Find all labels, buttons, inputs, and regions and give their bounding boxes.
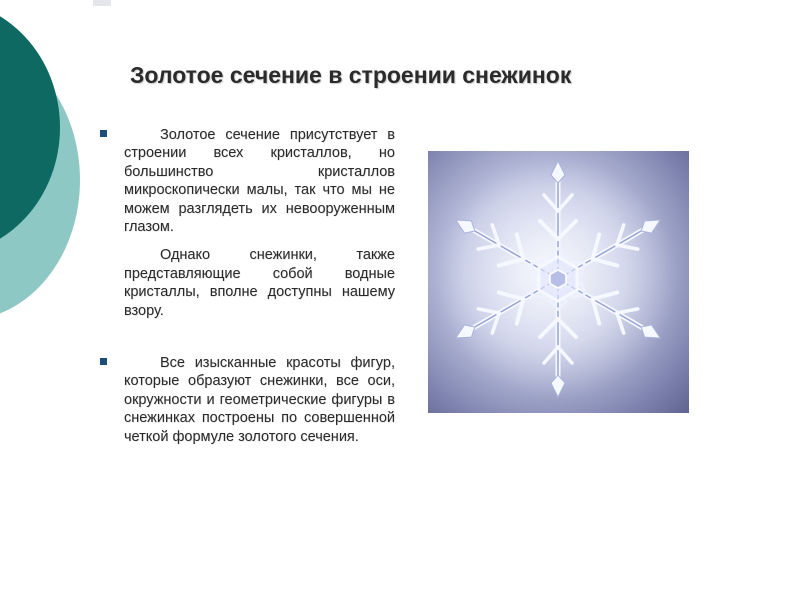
bullet-1-paragraph-1: Золотое сечение присутствует в строении всех кристаллов, но большинство кристаллов микроскопически малы, так что мы не можем разглядеть их невооруженным глазом. xyxy=(124,127,395,236)
top-strip xyxy=(93,0,111,6)
bullet-2-paragraph-1: Все изысканные красоты фигур, которые образуют снежинки, все оси, окружности и геометрические фигуры в снежинках построены по совершенной четкой формуле золотого сечения. xyxy=(124,355,395,445)
bullet-item-2 xyxy=(100,354,395,456)
bullet-1-paragraph-2: Однако снежинки, также представляющие собой водные кристаллы, вполне доступны нашему взору. xyxy=(124,247,395,319)
bullet-square-icon xyxy=(100,130,107,137)
slide-title: Золотое сечение в строении снежинок xyxy=(130,62,572,88)
bullet-square-icon xyxy=(100,358,107,365)
snowflake-icon xyxy=(428,151,689,413)
snowflake-photo xyxy=(428,151,689,413)
bullet-item-1 xyxy=(100,126,395,330)
